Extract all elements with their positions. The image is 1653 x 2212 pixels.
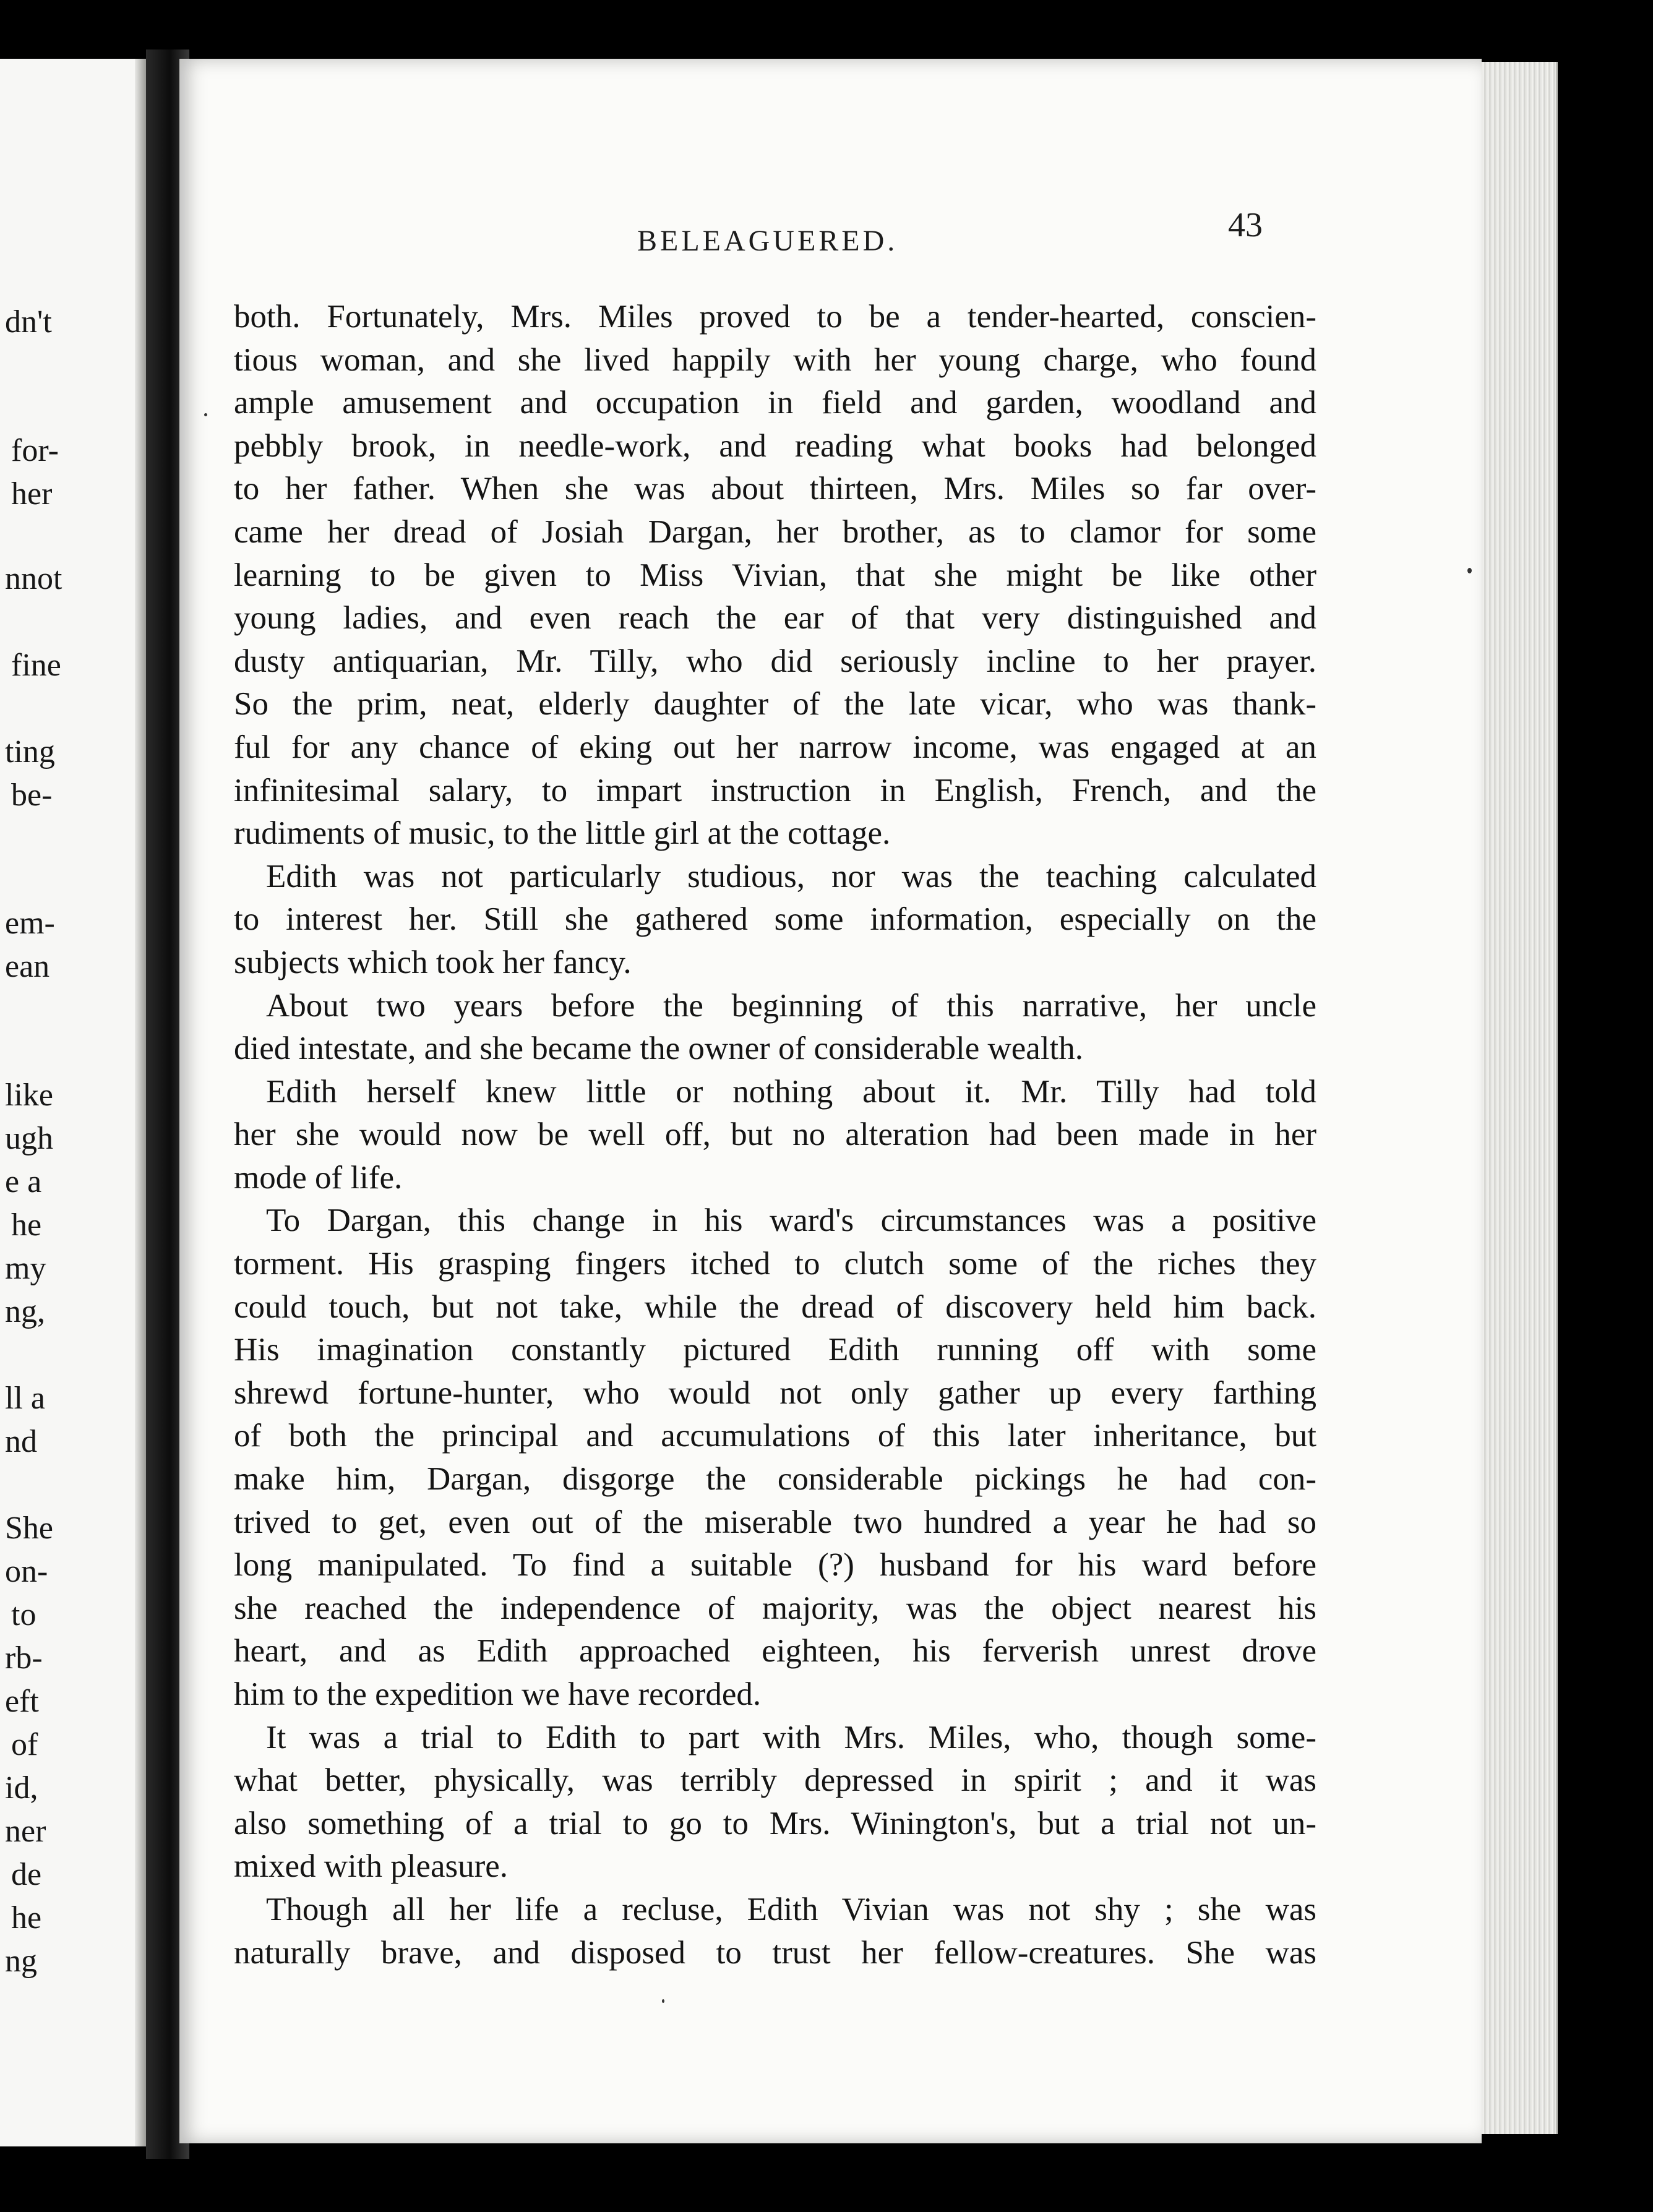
text-line: trived to get, even out of the miserable two hundred a year he had so [234, 1504, 1316, 1540]
facing-page-fragment: like [5, 1078, 53, 1113]
facing-page-fragment: he [11, 1900, 42, 1936]
text-line: she reached the independence of majority, was the object nearest his [234, 1590, 1316, 1626]
body-text [234, 296, 1316, 1974]
facing-page-fragment: de [11, 1857, 42, 1892]
text-line: to interest her. Still she gathered some information, especially on the [234, 901, 1316, 938]
text-line: To Dargan, this change in his ward's circumstances was a positive [266, 1202, 1316, 1239]
text-line: came her dread of Josiah Dargan, her brother, as to clamor for some [234, 513, 1316, 550]
facing-page-fragment: ting [5, 734, 55, 769]
facing-page-fragment: nd [5, 1424, 37, 1459]
scan-speck [204, 413, 207, 416]
facing-page-fragment: ll a [5, 1381, 45, 1416]
text-line: Edith herself knew little or nothing about it. Mr. Tilly had told [266, 1073, 1316, 1110]
running-head: BELEAGUERED. [637, 225, 898, 257]
text-line: About two years before the beginning of this narrative, her uncle [266, 987, 1316, 1024]
text-line: torment. His grasping fingers itched to clutch some of the riches they [234, 1246, 1316, 1282]
facing-page-gutter-shadow [135, 59, 146, 2146]
facing-page-fragment: ng [5, 1944, 37, 1979]
page-number: 43 [1228, 206, 1263, 244]
text-line: dusty antiquarian, Mr. Tilly, who did seriously incline to her prayer. [234, 643, 1316, 679]
text-line: naturally brave, and disposed to trust her fellow-creatures. She was [234, 1934, 1316, 1971]
facing-page-fragment: dn't [5, 304, 52, 340]
text-line: Though all her life a recluse, Edith Vivian was not shy ; she was [266, 1891, 1316, 1927]
facing-page-fragment: to [11, 1597, 36, 1632]
text-line: ample amusement and occupation in field and garden, woodland and [234, 385, 1316, 421]
text-line: her she would now be well off, but no alteration had been made in her [234, 1117, 1316, 1153]
text-line: died intestate, and she became the owner of considerable wealth. [234, 1031, 1084, 1067]
text-line: ful for any chance of eking out her narrow income, was engaged at an [234, 729, 1316, 765]
text-line: long manipulated. To find a suitable (?) husband for his ward before [234, 1547, 1316, 1584]
text-line: mode of life. [234, 1159, 403, 1196]
scan-speck [662, 1999, 664, 2003]
facing-page-fragment: on- [5, 1554, 48, 1589]
facing-page-fragment: be- [11, 778, 53, 813]
text-line: His imagination constantly pictured Edith running off with some [234, 1332, 1316, 1368]
facing-page-fragment: nnot [5, 561, 62, 596]
text-line: to her father. When she was about thirteen, Mrs. Miles so far over- [234, 471, 1316, 507]
facing-page-fragment: ugh [5, 1121, 53, 1156]
text-line: subjects which took her fancy. [234, 944, 632, 980]
text-line: also something of a trial to go to Mrs. Winington's, but a trial not un- [234, 1805, 1316, 1841]
text-line: rudiments of music, to the little girl at the cottage. [234, 815, 891, 852]
facing-page-fragment: of [11, 1727, 38, 1762]
text-line: infinitesimal salary, to impart instruction in English, French, and the [234, 772, 1316, 808]
text-line: mixed with pleasure. [234, 1848, 509, 1885]
text-line: of both the principal and accumulations of this later inheritance, but [234, 1418, 1316, 1454]
facing-page-fragment: eft [5, 1684, 39, 1719]
text-line: pebbly brook, in needle-work, and reading what books had belonged [234, 427, 1316, 464]
text-line: learning to be given to Miss Vivian, that she might be like other [234, 557, 1316, 593]
facing-page-fragment: my [5, 1251, 46, 1286]
facing-page-fragment: ng, [5, 1294, 45, 1329]
scan-speck [1467, 568, 1472, 573]
text-line: Edith was not particularly studious, nor was the teaching calculated [266, 858, 1316, 894]
facing-page [0, 59, 146, 2146]
text-line: make him, Dargan, disgorge the considerable pickings he had con- [234, 1461, 1316, 1498]
text-line: So the prim, neat, elderly daughter of the late vicar, who was thank- [234, 686, 1316, 722]
text-line: It was a trial to Edith to part with Mrs. Miles, who, though some- [266, 1719, 1316, 1755]
facing-page-fragment: rb- [5, 1640, 43, 1676]
text-line: tious woman, and she lived happily with her young charge, who found [234, 341, 1316, 378]
page-edges [1482, 62, 1558, 2134]
text-line: him to the expedition we have recorded. [234, 1676, 762, 1712]
facing-page-fragment: fine [11, 648, 61, 683]
text-line: young ladies, and even reach the ear of that very distinguished and [234, 600, 1316, 637]
facing-page-fragment: She [5, 1511, 53, 1546]
facing-page-fragment: he [11, 1207, 42, 1243]
facing-page-fragment: em- [5, 906, 55, 941]
facing-page-fragment: ner [5, 1814, 46, 1849]
facing-page-fragment: her [11, 476, 53, 512]
facing-page-fragment: ean [5, 949, 50, 984]
text-line: could touch, but not take, while the dread of discovery held him back. [234, 1288, 1316, 1325]
text-line: heart, and as Edith approached eighteen, his ferverish unrest drove [234, 1633, 1316, 1670]
facing-page-fragment: e a [5, 1164, 42, 1199]
text-line: what better, physically, was terribly depressed in spirit ; and it was [234, 1762, 1316, 1799]
facing-page-fragment: id, [5, 1770, 38, 1806]
text-line: shrewd fortune-hunter, who would not only gather up every farthing [234, 1374, 1316, 1411]
facing-page-fragment: for- [11, 433, 59, 468]
text-line: both. Fortunately, Mrs. Miles proved to be a tender-hearted, conscien- [234, 299, 1316, 335]
